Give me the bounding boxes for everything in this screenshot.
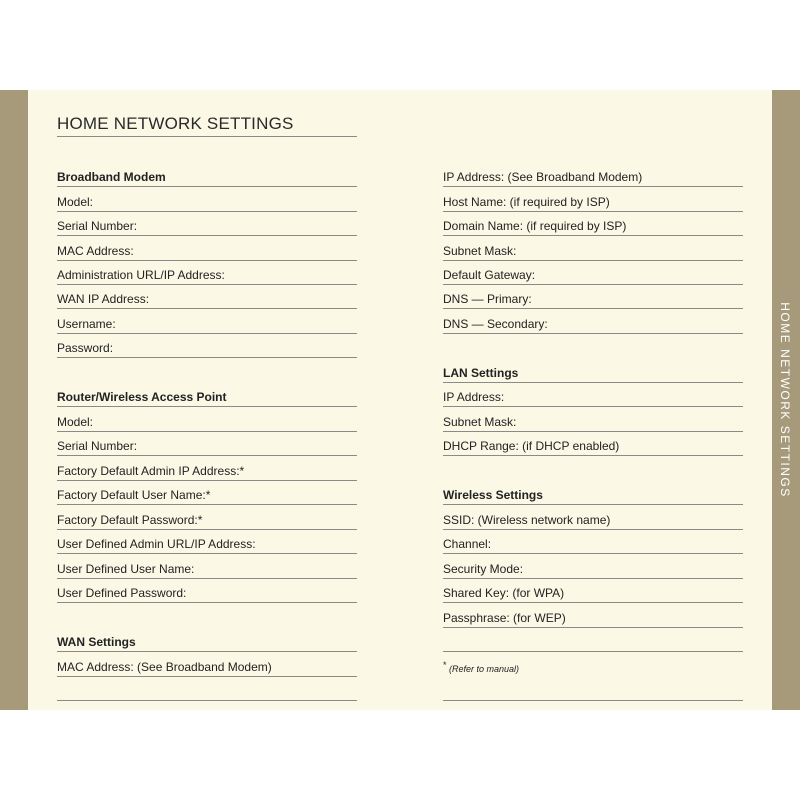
footnote-marker: *	[443, 660, 447, 670]
footnote-text: (Refer to manual)	[449, 664, 520, 674]
footnote	[443, 660, 519, 674]
left-border-band	[0, 90, 28, 710]
field-line[interactable]: Security Mode:	[443, 561, 743, 579]
field-line[interactable]: Channel:	[443, 536, 743, 554]
field-line[interactable]: DNS — Primary:	[443, 291, 743, 309]
field-line[interactable]: Serial Number:	[57, 438, 357, 456]
field-line[interactable]: WAN IP Address:	[57, 291, 357, 309]
field-line[interactable]: Model:	[57, 414, 357, 432]
field-line[interactable]: Factory Default Password:*	[57, 512, 357, 530]
field-line[interactable]: Serial Number:	[57, 218, 357, 236]
side-tab-label: HOME NETWORK SETTINGS	[778, 302, 792, 498]
blank-field-line[interactable]	[57, 683, 357, 701]
section-heading-wireless-settings: Wireless Settings	[443, 487, 743, 505]
field-line[interactable]: Shared Key: (for WPA)	[443, 585, 743, 603]
field-line[interactable]: MAC Address: (See Broadband Modem)	[57, 659, 357, 677]
field-line[interactable]: Password:	[57, 340, 357, 358]
field-line[interactable]: Subnet Mask:	[443, 243, 743, 261]
field-line[interactable]: Host Name: (if required by ISP)	[443, 194, 743, 212]
field-line[interactable]: Subnet Mask:	[443, 414, 743, 432]
page-title: HOME NETWORK SETTINGS	[57, 114, 357, 137]
field-line[interactable]: SSID: (Wireless network name)	[443, 512, 743, 530]
field-line[interactable]: User Defined Admin URL/IP Address:	[57, 536, 357, 554]
field-line[interactable]: Username:	[57, 316, 357, 334]
section-heading-lan-settings: LAN Settings	[443, 365, 743, 383]
field-line[interactable]: IP Address:	[443, 389, 743, 407]
field-line[interactable]: Passphrase: (for WEP)	[443, 610, 743, 628]
field-line[interactable]: MAC Address:	[57, 243, 357, 261]
field-line[interactable]: IP Address: (See Broadband Modem)	[443, 169, 743, 187]
blank-field-line[interactable]	[443, 683, 743, 701]
section-heading-broadband-modem: Broadband Modem	[57, 169, 357, 187]
section-heading-router: Router/Wireless Access Point	[57, 389, 357, 407]
section-heading-wan-settings: WAN Settings	[57, 634, 357, 652]
field-line[interactable]: User Defined User Name:	[57, 561, 357, 579]
field-line[interactable]: DHCP Range: (if DHCP enabled)	[443, 438, 743, 456]
field-line[interactable]: Model:	[57, 194, 357, 212]
field-line[interactable]: Domain Name: (if required by ISP)	[443, 218, 743, 236]
field-line[interactable]: Factory Default Admin IP Address:*	[57, 463, 357, 481]
field-line[interactable]: DNS — Secondary:	[443, 316, 743, 334]
field-line[interactable]: User Defined Password:	[57, 585, 357, 603]
blank-field-line[interactable]	[443, 634, 743, 652]
field-line[interactable]: Administration URL/IP Address:	[57, 267, 357, 285]
field-line[interactable]: Default Gateway:	[443, 267, 743, 285]
field-line[interactable]: Factory Default User Name:*	[57, 487, 357, 505]
